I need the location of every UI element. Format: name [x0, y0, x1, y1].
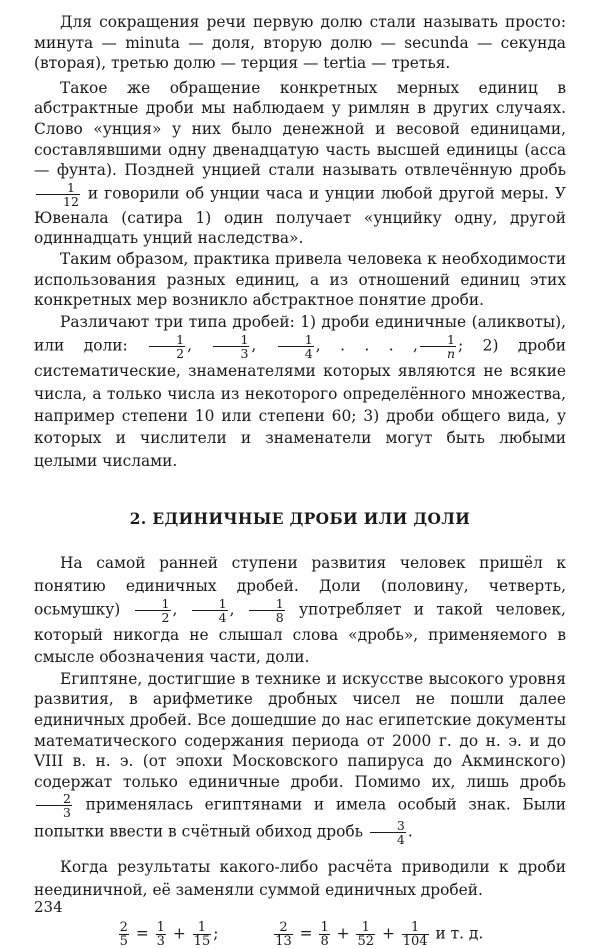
text: Различают три типа дробей: 1) дроби единичные (аликвоты), или доли:: [34, 312, 566, 355]
fraction-1-104: $\frac{1}{104}$: [402, 920, 428, 949]
fraction-1-2: $\frac{1}{2}$: [149, 333, 185, 360]
text: Такое же обращение конкретных мерных единиц в абстрактные дроби мы наблюдаем у римлян в других случаях. Слово «унция» у них было денежной и весовой единицами, составлявшими одну двенадцатую часть высшей единицы (асса — фунта). Поздней унцией стали называть отвлечённую дробь: [34, 78, 566, 180]
fraction-3-4: $\frac{3}{4}$: [370, 819, 406, 846]
comma: ,: [229, 600, 235, 619]
text: применялась египтянами и имела особый знак. Были попытки ввести в счётный обиход дробь: [34, 795, 566, 841]
fraction-1-8: $\frac{1}{8}$: [320, 920, 329, 949]
text: и говорили об унции часа и унции любой другой меры. У Ювенала (сатира 1) один получает «унцийку одну, другой одиннадцать унций наследства».: [34, 184, 566, 248]
fraction-2-13: $\frac{2}{13}$: [275, 920, 292, 949]
fraction-2-5: $\frac{2}{5}$: [119, 920, 128, 949]
plus-sign: +: [381, 924, 395, 943]
semicolon: ;: [458, 336, 464, 355]
fraction-1-2: $\frac{1}{2}$: [135, 597, 171, 624]
fraction-1-4: $\frac{1}{4}$: [192, 597, 228, 624]
paragraph-egyptians: [34, 669, 566, 847]
equals-sign: =: [299, 924, 313, 943]
section-heading: 2. ЕДИНИЧНЫЕ ДРОБИ ИЛИ ДОЛИ: [129, 510, 471, 529]
section-heading-block: [34, 510, 566, 528]
text: употребляет и такой человек, который никогда не слышал слова «дробь», применяемого в смысле обозначения части, доли.: [34, 600, 566, 667]
etc-text: и т. д.: [435, 924, 484, 943]
comma: ,: [172, 600, 178, 619]
plus-sign: +: [336, 924, 350, 943]
text: 2) дроби систематические, знаменателями которых являются не всякие числа, а только числа из некоторого определённого множества, например степени 10 или степени 60; 3) дроби общего вида, у которых и числители и знаменатели могут быть любыми целыми числами.: [34, 336, 567, 470]
fraction-1-3: $\frac{1}{3}$: [156, 920, 165, 949]
fraction-1-n: $\frac{1}{n}$: [420, 333, 456, 360]
paragraph-practice: Таким образом, практика привела человека к необходимости использования разных единиц, а из отношений единиц этих конкретных мер возникло абстрактное понятие дроби.: [34, 249, 566, 310]
paragraph-sum-of-unit-fractions: Когда результаты какого-либо расчёта приводили к дроби неединичной, её заменяли суммой единичных дробей.: [34, 858, 566, 899]
page-content: [34, 12, 566, 948]
fraction-1-52: $\frac{1}{52}$: [357, 920, 375, 949]
plus-sign: +: [172, 924, 186, 943]
fraction-2-3: $\frac{2}{3}$: [36, 792, 72, 819]
period: .: [407, 822, 413, 841]
comma: ,: [187, 336, 193, 355]
text: На самой ранней ступени развития человек пришёл к понятию единичных дробей. Доли (половину, четверть, осьмушку): [34, 554, 566, 619]
text: Египтяне, достигшие в технике и искусстве высокого уровня развития, в арифметике дробных чисел не пошли далее единичных дробей. Все дошедшие до нас египетские документы математического содержания периода от 2000 г. до н. э. и до VIII в. н. э. (от эпохи Московского папируса до Акминского) содержат только единичные дроби. Помимо их, лишь дробь: [34, 669, 566, 791]
equals-sign: =: [135, 924, 149, 943]
paragraph-minuta: Для сокращения речи первую долю стали называть просто: минута — minuta — доля, вторую долю — secunda — секунда (вторая), третью долю — терция — tertia — третья.: [34, 13, 566, 73]
semicolon: ;: [213, 924, 219, 943]
equation-line: [34, 921, 566, 948]
paragraph-fraction-types: [34, 311, 566, 472]
page-number: 234: [34, 898, 63, 916]
fraction-1-12: $\frac{1}{12}$: [36, 181, 80, 208]
fraction-1-15: $\frac{1}{15}$: [193, 920, 211, 949]
comma: ,: [251, 336, 257, 355]
ellipsis: , . . . ,: [315, 336, 418, 355]
paragraph-earliest-stage: [34, 552, 566, 669]
paragraph-roman-uncia: [34, 78, 566, 249]
fraction-1-4: $\frac{1}{4}$: [278, 333, 314, 360]
fraction-1-8: $\frac{1}{8}$: [249, 597, 285, 624]
fraction-1-3: $\frac{1}{3}$: [213, 333, 249, 360]
